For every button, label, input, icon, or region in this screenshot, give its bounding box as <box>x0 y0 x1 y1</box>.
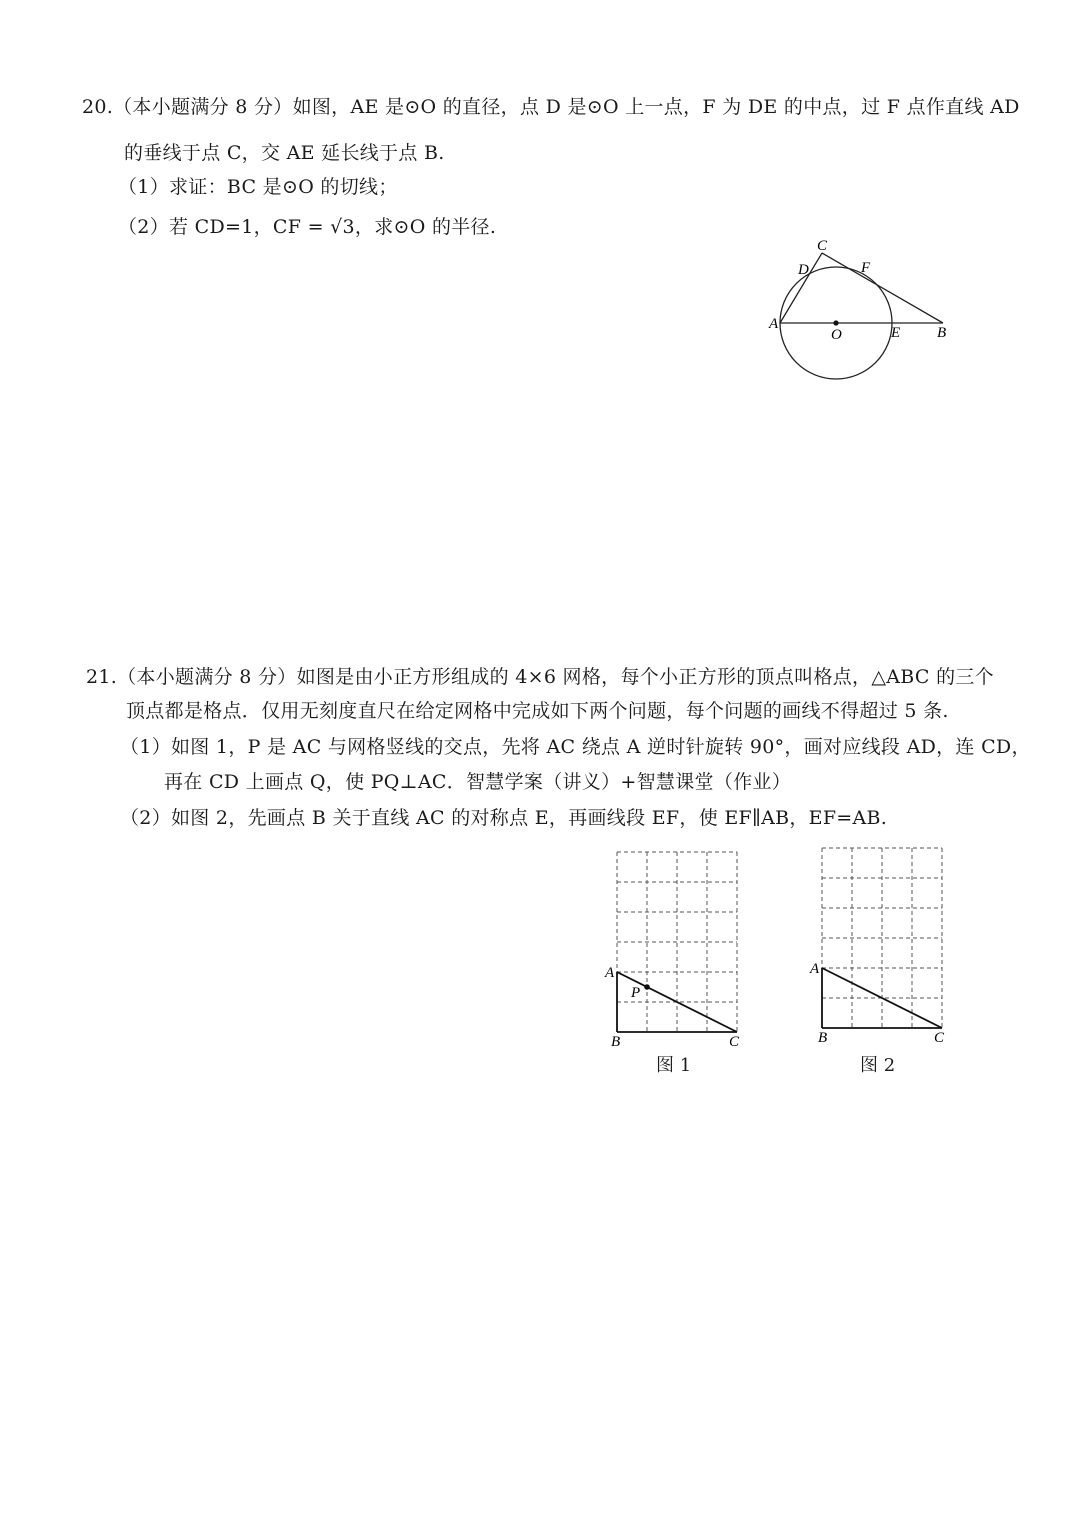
q20-circle-figure <box>760 232 960 392</box>
fig2-label-b: B <box>818 1030 828 1046</box>
label-e: E <box>891 325 901 341</box>
q20-stem-line1: 20.（本小题满分 8 分）如图，AE 是⊙O 的直径，点 D 是⊙O 上一点，F 为 DE 的中点，过 F 点作直线 AD <box>82 96 1020 118</box>
label-a: A <box>769 316 779 332</box>
fig2-grid <box>822 848 942 1028</box>
q21-figure2 <box>805 841 955 1051</box>
fig2-label-c: C <box>934 1030 945 1046</box>
label-f: F <box>861 260 871 276</box>
q21-part1-line1: （1）如图 1，P 是 AC 与网格竖线的交点，先将 AC 绕点 A 逆时针旋转 90°，画对应线段 AD，连 CD， <box>120 736 1031 758</box>
fig1-label-c: C <box>729 1034 740 1050</box>
label-b: B <box>937 325 947 341</box>
fig1-label-b: B <box>611 1034 621 1050</box>
q20-stem-line2: 的垂线于点 C，交 AE 延长线于点 B. <box>124 142 445 164</box>
line-cb <box>822 253 943 323</box>
q21-part1-line2: 再在 CD 上画点 Q，使 PQ⊥AC．智慧学案（讲义）+智慧课堂（作业） <box>164 771 792 793</box>
point-o <box>833 320 838 325</box>
q21-stem-line2: 顶点都是格点．仅用无刻度直尺在给定网格中完成如下两个问题，每个问题的画线不得超过 5 条. <box>126 700 949 722</box>
q21-figure1 <box>600 845 750 1055</box>
fig1-point-p <box>644 984 650 990</box>
label-d: D <box>798 262 809 278</box>
fig1-grid <box>617 852 737 1032</box>
q21-stem-line1: 21.（本小题满分 8 分）如图是由小正方形组成的 4×6 网格，每个小正方形的顶点叫格点，△ABC 的三个 <box>86 666 994 688</box>
fig1-caption: 图 1 <box>656 1055 692 1076</box>
label-c: C <box>817 238 828 254</box>
label-o: O <box>831 327 842 343</box>
fig1-label-a: A <box>605 965 615 981</box>
q20-part1: （1）求证：BC 是⊙O 的切线； <box>118 176 398 198</box>
fig1-label-p: P <box>631 985 641 1001</box>
q20-part2: （2）若 CD=1，CF = √3，求⊙O 的半径. <box>118 216 497 238</box>
fig2-label-a: A <box>810 961 820 977</box>
q21-part2: （2）如图 2，先画点 B 关于直线 AC 的对称点 E，再画线段 EF，使 EF∥AB，EF=AB. <box>120 807 888 829</box>
fig2-caption: 图 2 <box>860 1055 896 1076</box>
